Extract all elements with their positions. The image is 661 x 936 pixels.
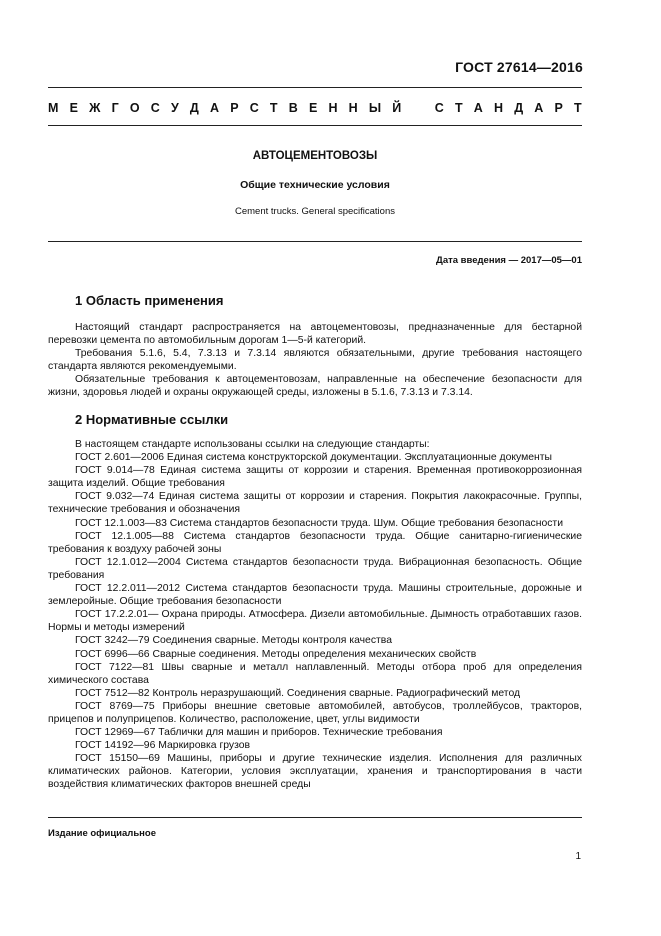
heading-letter: Ы <box>368 101 382 115</box>
paragraph: Настоящий стандарт распространяется на автоцементовозы, предназначенные для бестарной перевозки цемента по автомобильным дорогам 1—5-й категорий. <box>48 322 582 347</box>
heading-letter: Р <box>554 101 563 115</box>
reference-item: ГОСТ 17.2.2.01— Охрана природы. Атмосфера. Дизели автомобильные. Дымность отработавших газов. Нормы и методы измерений <box>48 609 582 634</box>
heading-letter: С <box>434 101 444 115</box>
heading-letter: Й <box>392 101 402 115</box>
edition-note: Издание официальное <box>48 828 156 839</box>
document-title-english: Cement trucks. General specifications <box>235 206 395 217</box>
paragraph: В настоящем стандарте использованы ссылки на следующие стандарты: <box>75 439 430 450</box>
reference-item: ГОСТ 6996—66 Сварные соединения. Методы определения механических свойств <box>75 648 477 660</box>
heading-letter: Т <box>269 101 278 115</box>
section-1-body <box>48 321 582 400</box>
reference-item: ГОСТ 12969—67 Таблички для машин и приборов. Технические требования <box>75 727 443 739</box>
reference-item: ГОСТ 12.1.003—83 Система стандартов безопасности труда. Шум. Общие требования безопасности <box>75 517 563 529</box>
heading-letter: Е <box>69 101 78 115</box>
top-rule <box>48 87 582 88</box>
reference-item: ГОСТ 9.014—78 Единая система защиты от коррозии и старения. Временная противокоррозионная защита изделий. Общие требования <box>48 465 582 490</box>
paragraph: Обязательные требования к автоцементовозам, направленные на обеспечение безопасности для жизни, здоровья людей и охраны окружающей среды, изложены в 5.1.6, 7.3.13 и 7.3.14. <box>48 374 582 399</box>
heading-letter: Г <box>111 101 119 115</box>
heading-letter: Р <box>230 101 239 115</box>
heading-letter: А <box>473 101 483 115</box>
reference-item: ГОСТ 12.2.011—2012 Система стандартов безопасности труда. Машины строительные, дорожные и землеройные. Общие требования безопасности <box>48 583 582 608</box>
title-rule <box>48 241 582 242</box>
heading-letter: Н <box>494 101 504 115</box>
heading-letter: М <box>48 101 59 115</box>
reference-item: ГОСТ 12.1.012—2004 Система стандартов безопасности труда. Вибрационная безопасность. Общие требования <box>48 556 582 581</box>
section-2-heading: 2 Нормативные ссылки <box>75 412 229 427</box>
heading-letter: Д <box>189 101 199 115</box>
reference-item: ГОСТ 2.601—2006 Единая система конструкторской документации. Эксплуатационные документы <box>75 452 553 464</box>
heading-letter: О <box>129 101 140 115</box>
heading-letter: Т <box>454 101 463 115</box>
heading-letter: С <box>150 101 160 115</box>
heading-letter: Т <box>574 101 582 115</box>
heading-letter: Е <box>308 101 318 115</box>
reference-item: ГОСТ 8769—75 Приборы внешние световые автомобилей, автобусов, троллейбусов, тракторов, прицепов и полуприцепов. Количество, расположение, цвет, углы видимости <box>48 700 582 725</box>
section-2-body <box>48 438 582 792</box>
page-number: 1 <box>575 851 581 862</box>
introduction-date: Дата введения — 2017—05—01 <box>436 255 582 266</box>
standard-type-heading <box>48 101 582 115</box>
reference-item: ГОСТ 3242—79 Соединения сварные. Методы контроля качества <box>75 635 392 647</box>
reference-item: ГОСТ 15150—69 Машины, приборы и другие технические изделия. Исполнения для различных климатических районов. Категории, условия эксплуатации, хранения и транспортирования в части воздействия климатических факторов внешней среды <box>48 753 582 791</box>
heading-letter: Д <box>514 101 524 115</box>
heading-letter: Ж <box>89 101 101 115</box>
heading-letter: В <box>288 101 298 115</box>
heading-letter: У <box>170 101 179 115</box>
reference-item: ГОСТ 12.1.005—88 Система стандартов безопасности труда. Общие санитарно-гигиенические требования к воздуху рабочей зоны <box>48 530 582 555</box>
heading-letter: Н <box>348 101 358 115</box>
heading-letter: А <box>210 101 220 115</box>
footer-rule <box>48 817 582 818</box>
reference-item: ГОСТ 9.032—74 Единая система защиты от коррозии и старения. Покрытия лакокрасочные. Группы, технические требования и обозначения <box>48 491 582 516</box>
reference-item: ГОСТ 7122—81 Швы сварные и металл наплавленный. Методы отбора проб для определения химического состава <box>48 661 582 686</box>
paragraph: Требования 5.1.6, 5.4, 7.3.13 и 7.3.14 являются обязательными, другие требования настоящего стандарта являются рекомендуемыми. <box>48 348 582 373</box>
heading-letter: С <box>249 101 259 115</box>
reference-item: ГОСТ 7512—82 Контроль неразрушающий. Соединения сварные. Радиографический метод <box>75 687 521 699</box>
heading-letter: А <box>534 101 544 115</box>
document-subtitle: Общие технические условия <box>240 179 390 191</box>
heading-letter: Н <box>328 101 338 115</box>
reference-item: ГОСТ 14192—96 Маркировка грузов <box>75 740 251 752</box>
document-title: АВТОЦЕМЕНТОВОЗЫ <box>252 150 378 162</box>
type-rule <box>48 125 582 126</box>
section-1-heading: 1 Область применения <box>75 293 224 308</box>
standard-code: ГОСТ 27614—2016 <box>455 59 583 75</box>
